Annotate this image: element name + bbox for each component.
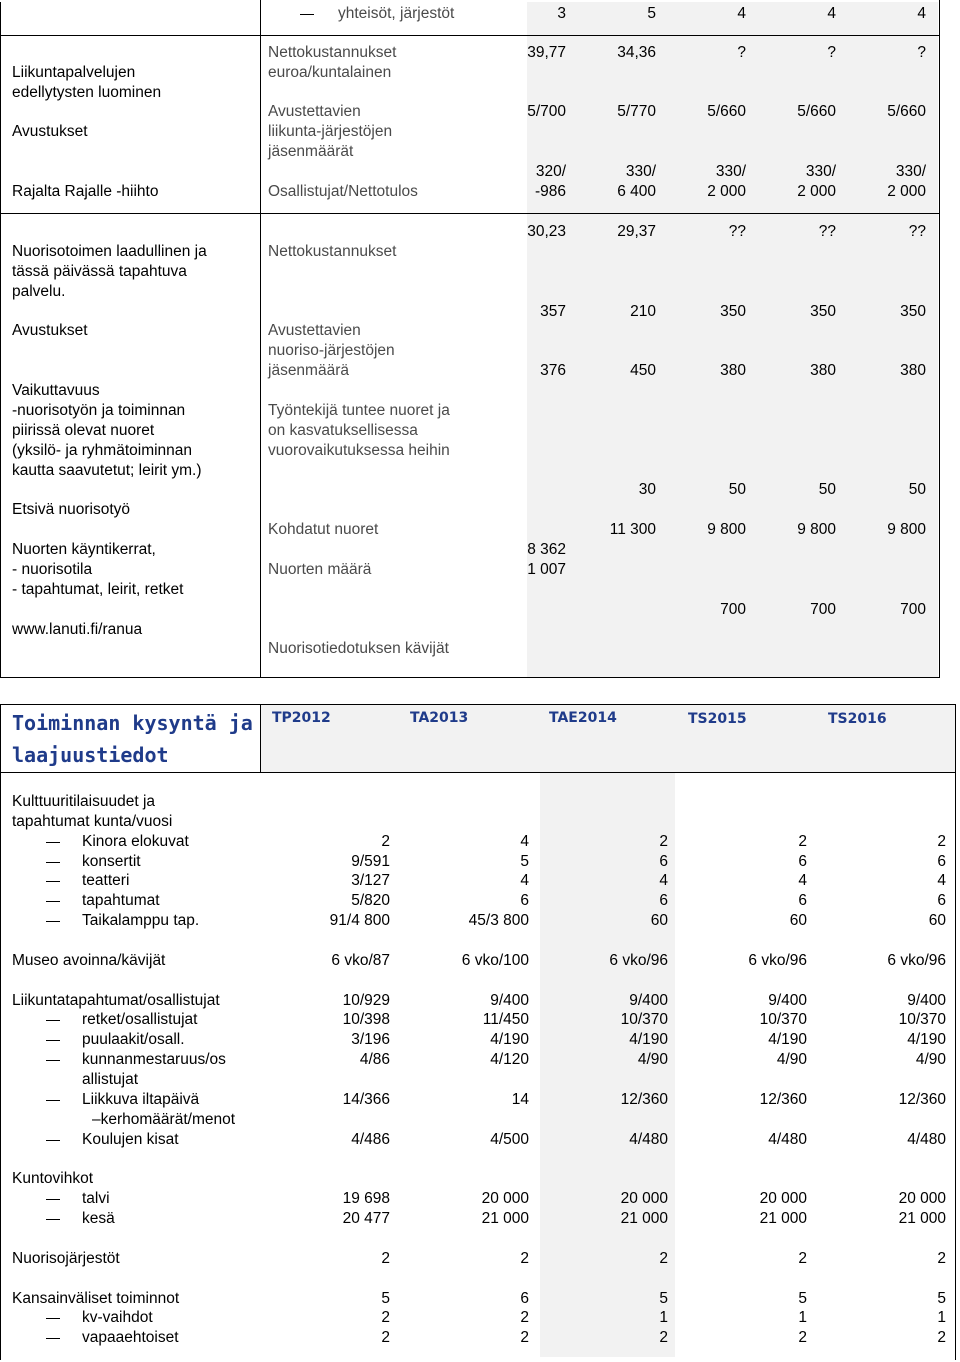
cell-value: 6: [798, 892, 807, 910]
cell-value: 6 vko/100: [461, 951, 529, 969]
cell-value: 14/366: [342, 1090, 390, 1108]
cell-value: 210: [630, 303, 656, 320]
dash-marker: [46, 1040, 60, 1041]
cell-value: 5: [647, 5, 656, 22]
cell-value: 320/: [535, 163, 566, 180]
row-label: tapahtumat: [82, 892, 160, 910]
cell-value: 34,36: [617, 44, 656, 61]
cell-value: 380: [900, 362, 926, 379]
cell-value: 12/360: [620, 1090, 668, 1108]
dash-marker: [46, 1100, 60, 1101]
cell-value: 380: [810, 362, 836, 379]
cell-value: 2: [381, 832, 390, 850]
cell-value: 450: [630, 362, 656, 379]
cell-value: 10/370: [620, 1011, 668, 1029]
row-label: Liikuntatapahtumat/osallistujat: [12, 991, 220, 1009]
cell-value: 380: [720, 362, 746, 379]
cell-value: 4/480: [768, 1130, 807, 1148]
label-avustukset: Avustukset: [12, 123, 88, 140]
cell-value: 21 000: [898, 1210, 946, 1228]
cell-value: 4: [827, 5, 836, 22]
link-lanuti[interactable]: www.lanuti.fi/ranua: [12, 621, 143, 638]
row-label: Kinora elokuvat: [82, 832, 189, 850]
column-header: TAE2014: [549, 710, 617, 726]
cell-value: 4: [737, 5, 746, 22]
dash-marker: [46, 1020, 60, 1021]
cell-value: 1 007: [527, 561, 566, 578]
cell-value: 4/90: [915, 1051, 946, 1069]
cell-value: 4/90: [776, 1051, 807, 1069]
cell-value: 9/400: [629, 991, 668, 1009]
cell-value: 2 000: [707, 183, 746, 200]
cell-value: 700: [810, 601, 836, 618]
row-label: Liikkuva iltapäivä: [82, 1090, 200, 1108]
row-label: yhteisöt, järjestöt: [338, 5, 455, 22]
cell-value: 8 362: [527, 541, 566, 558]
row-label: Museo avoinna/kävijät: [12, 951, 166, 969]
cell-value: 50: [818, 481, 836, 498]
cell-value: 21 000: [759, 1210, 807, 1228]
metric-tiedotus: Nuorisotiedotuksen kävijät: [268, 640, 449, 657]
metric-kohdatut: Kohdatut nuoret: [268, 521, 379, 538]
cell-value: 5: [520, 852, 529, 870]
cell-value: 10/370: [898, 1011, 946, 1029]
cell-value: ?: [917, 44, 926, 61]
cell-value: 9 800: [887, 521, 926, 538]
col-divider: [260, 0, 261, 678]
cell-value: 5/660: [707, 103, 746, 120]
cell-value: ?: [737, 44, 746, 61]
cell-value: 29,37: [617, 223, 656, 240]
cell-value: 2: [659, 1329, 668, 1347]
cell-value: 9/400: [490, 991, 529, 1009]
dash-marker: [300, 14, 314, 15]
cell-value: 4/190: [907, 1031, 946, 1049]
row-label: Koulujen kisat: [82, 1130, 179, 1148]
cell-value: ??: [908, 223, 926, 240]
cell-value: 4/480: [629, 1130, 668, 1148]
cell-value: 330/: [895, 163, 926, 180]
row-label: Kulttuuritilaisuudet ja: [12, 793, 156, 810]
label-liikunta: Liikuntapalvelujen edellytysten luominen: [12, 64, 162, 101]
cell-value: -986: [534, 183, 566, 200]
cell-value: 1: [798, 1309, 807, 1327]
cell-value: 9 800: [707, 521, 746, 538]
dash-marker: [46, 1318, 60, 1319]
row-label: konsertit: [82, 852, 141, 870]
column-header: TP2012: [272, 710, 331, 726]
cell-value: 4/480: [907, 1130, 946, 1148]
cell-value: 2: [520, 1309, 529, 1327]
cell-value: 9 800: [797, 521, 836, 538]
metric-avust-liikunta: Avustettavien liikunta-järjestöjen jäsenmäärät: [268, 103, 393, 160]
metric-nuorten-maara: Nuorten määrä: [268, 561, 372, 578]
cell-value: 45/3 800: [468, 912, 529, 930]
row-divider: [0, 772, 956, 773]
cell-value: 3/127: [351, 872, 390, 890]
col-divider: [939, 0, 940, 678]
cell-value: 50: [728, 481, 746, 498]
row-label: tapahtumat kunta/vuosi: [12, 812, 173, 830]
cell-value: 4: [937, 872, 946, 890]
cell-value: 4/190: [490, 1031, 529, 1049]
cell-value: 14: [511, 1090, 529, 1108]
cell-value: 10/370: [759, 1011, 807, 1029]
cell-value: 2: [381, 1329, 390, 1347]
label-avustukset-2: Avustukset: [12, 322, 88, 339]
row-label: kesä: [82, 1210, 115, 1228]
row-divider: [0, 677, 940, 678]
cell-value: 330/: [805, 163, 836, 180]
cell-value: 5/660: [887, 103, 926, 120]
row-divider: [0, 35, 940, 36]
cell-value: 2: [381, 1249, 390, 1267]
dash-marker: [46, 842, 60, 843]
cell-value: 6: [798, 852, 807, 870]
cell-value: 2: [798, 1249, 807, 1267]
cell-value: 60: [650, 912, 668, 930]
cell-value: 2: [798, 1329, 807, 1347]
dash-marker: [46, 921, 60, 922]
row-label: Kuntovihkot: [12, 1170, 93, 1188]
cell-value: 50: [908, 481, 926, 498]
cell-value: 9/400: [768, 991, 807, 1009]
cell-value: 39,77: [527, 44, 566, 61]
cell-value: 60: [789, 912, 807, 930]
cell-value: ??: [728, 223, 746, 240]
cell-value: 2: [937, 1329, 946, 1347]
row-label: puulaakit/osall.: [82, 1031, 185, 1049]
row-label: Nuorisojärjestöt: [12, 1249, 120, 1267]
cell-value: 1: [937, 1309, 946, 1327]
cell-value: 700: [720, 601, 746, 618]
column-header: TA2013: [410, 710, 469, 726]
cell-value: 12/360: [759, 1090, 807, 1108]
col-divider: [955, 704, 956, 1360]
cell-value: 91/4 800: [329, 912, 390, 930]
row-label: teatteri: [82, 872, 130, 890]
cell-value: 4: [659, 872, 668, 890]
cell-value: 4: [798, 872, 807, 890]
cell-value: 4/486: [351, 1130, 390, 1148]
cell-value: ?: [827, 44, 836, 61]
row-label: kv-vaihdot: [82, 1309, 153, 1327]
cell-value: 5/660: [797, 103, 836, 120]
cell-value: 350: [810, 303, 836, 320]
cell-value: 357: [540, 303, 566, 320]
cell-value: 4/86: [359, 1051, 390, 1069]
cell-value: 5: [937, 1289, 946, 1307]
cell-value: 21 000: [481, 1210, 529, 1228]
cell-value: 2: [659, 832, 668, 850]
metric-avust-nuoriso: Avustettavien nuoriso-järjestöjen jäsenmäärä: [268, 322, 395, 379]
dash-marker: [46, 1219, 60, 1220]
cell-value: 6: [520, 892, 529, 910]
cell-value: 4/500: [490, 1130, 529, 1148]
cell-value: 11/450: [482, 1011, 529, 1029]
row-label: allistujat: [82, 1071, 138, 1089]
cell-value: 1: [659, 1309, 668, 1327]
label-etsiva: Etsivä nuorisotyö: [12, 501, 131, 518]
cell-value: 4/190: [629, 1031, 668, 1049]
row-label: talvi: [82, 1190, 110, 1208]
row-label: Taikalamppu tap.: [82, 912, 200, 930]
cell-value: 350: [900, 303, 926, 320]
cell-value: 20 000: [898, 1190, 946, 1208]
label-nuoriso: Nuorisotoimen laadullinen ja tässä päivässä tapahtuva palvelu.: [12, 243, 207, 300]
cell-value: 6: [937, 852, 946, 870]
cell-value: 19 698: [342, 1190, 390, 1208]
col-divider: [0, 2, 1, 678]
cell-value: 20 000: [759, 1190, 807, 1208]
cell-value: 20 000: [620, 1190, 668, 1208]
row-label: –kerhomäärät/menot: [92, 1110, 236, 1128]
cell-value: 60: [928, 912, 946, 930]
cell-value: 6 vko/87: [331, 951, 390, 969]
row-label: kunnanmestaruus/os: [82, 1051, 226, 1069]
cell-value: 2: [381, 1309, 390, 1327]
cell-value: 10/398: [342, 1011, 390, 1029]
col-divider: [260, 704, 261, 772]
dash-marker: [46, 901, 60, 902]
cell-value: 2: [520, 1329, 529, 1347]
metric-netto-euro: Nettokustannukset euroa/kuntalainen: [268, 44, 397, 81]
cell-value: 6 vko/96: [609, 951, 668, 969]
dash-marker: [46, 1140, 60, 1141]
cell-value: 376: [540, 362, 566, 379]
row-label: vapaaehtoiset: [82, 1329, 179, 1347]
cell-value: 30: [638, 481, 656, 498]
cell-value: 6: [659, 892, 668, 910]
cell-value: 6: [937, 892, 946, 910]
cell-value: 6 vko/96: [887, 951, 946, 969]
cell-value: 21 000: [620, 1210, 668, 1228]
cell-value: 3/196: [351, 1031, 390, 1049]
dash-marker: [46, 862, 60, 863]
cell-value: 9/591: [351, 852, 390, 870]
cell-value: 10/929: [342, 991, 390, 1009]
column-header: TS2015: [688, 711, 747, 727]
section-title: Toiminnan kysyntä ja laajuustiedot: [12, 711, 253, 767]
cell-value: 2 000: [887, 183, 926, 200]
cell-value: 2 000: [797, 183, 836, 200]
cell-value: 330/: [715, 163, 746, 180]
row-divider: [0, 704, 956, 705]
cell-value: 9/400: [907, 991, 946, 1009]
cell-value: 4: [520, 872, 529, 890]
dash-marker: [46, 1199, 60, 1200]
cell-value: 3: [557, 5, 566, 22]
cell-value: 700: [900, 601, 926, 618]
cell-value: 12/360: [898, 1090, 946, 1108]
cell-value: 2: [937, 832, 946, 850]
cell-value: 30,23: [527, 223, 566, 240]
row-label: retket/osallistujat: [82, 1011, 198, 1029]
cell-value: 330/: [625, 163, 656, 180]
cell-value: 20 477: [342, 1210, 390, 1228]
column-header: TS2016: [828, 711, 887, 727]
cell-value: 5: [381, 1289, 390, 1307]
label-rajalta: Rajalta Rajalle -hiihto: [12, 183, 159, 200]
label-kayntikerrat: Nuorten käyntikerrat, - nuorisotila - tapahtumat, leirit, retket: [12, 541, 184, 598]
cell-value: 2: [937, 1249, 946, 1267]
cell-value: 6: [520, 1289, 529, 1307]
cell-value: ??: [818, 223, 836, 240]
metric-netto: Nettokustannukset: [268, 243, 397, 260]
cell-value: 2: [659, 1249, 668, 1267]
cell-value: 2: [798, 832, 807, 850]
cell-value: 5: [798, 1289, 807, 1307]
cell-value: 4: [917, 5, 926, 22]
cell-value: 4/190: [768, 1031, 807, 1049]
metric-tyontekija: Työntekijä tuntee nuoret ja on kasvatuksellisessa vuorovaikutuksessa heihin: [268, 402, 450, 459]
dash-marker: [46, 1338, 60, 1339]
cell-value: 350: [720, 303, 746, 320]
cell-value: 6: [659, 852, 668, 870]
cell-value: 6 vko/96: [748, 951, 807, 969]
cell-value: 5/700: [527, 103, 566, 120]
cell-value: 5/820: [351, 892, 390, 910]
cell-value: 4/90: [637, 1051, 668, 1069]
cell-value: 2: [520, 1249, 529, 1267]
metric-osallistujat: Osallistujat/Nettotulos: [268, 183, 418, 200]
cell-value: 20 000: [481, 1190, 529, 1208]
cell-value: 5/770: [617, 103, 656, 120]
dash-marker: [46, 1060, 60, 1061]
row-label: Kansainväliset toiminnot: [12, 1289, 180, 1307]
col-divider: [0, 704, 1, 1360]
cell-value: 4: [520, 832, 529, 850]
dash-marker: [46, 881, 60, 882]
cell-value: 4/120: [490, 1051, 529, 1069]
cell-value: 5: [659, 1289, 668, 1307]
label-vaikuttavuus: Vaikuttavuus -nuorisotyön ja toiminnan piirissä olevat nuoret (yksilö- ja ryhmätoiminnan kautta saavutetut; leirit ym.): [12, 382, 202, 479]
cell-value: 6 400: [617, 183, 656, 200]
row-divider: [0, 213, 940, 214]
cell-value: 11 300: [609, 521, 656, 538]
